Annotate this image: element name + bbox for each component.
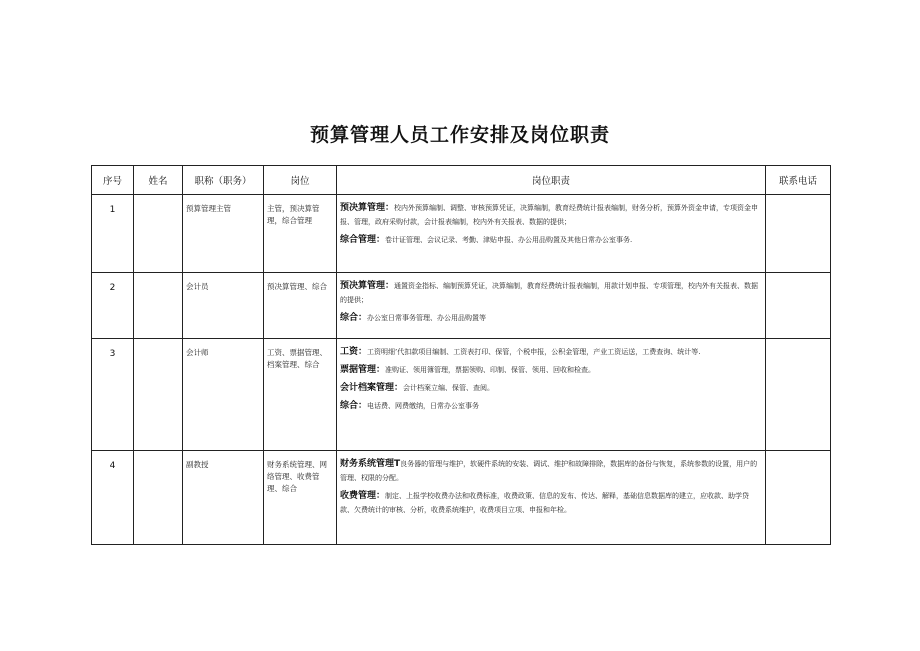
duty-item (340, 311, 761, 325)
duty-label: 财务系统管理T (340, 459, 401, 469)
cell-no: 1 (92, 195, 134, 273)
duty-item (340, 363, 761, 377)
duty-text: 良务器的管理与维护，软硬件系统的安装、调试、维护和故障排除，数据库的备份与恢复，系统参数的设置，用户的管理、权限的分配。 (340, 460, 758, 482)
header-name: 姓名 (134, 166, 183, 195)
cell-name (134, 451, 183, 545)
cell-phone (766, 451, 831, 545)
header-title: 职称（职务） (183, 166, 264, 195)
header-duties: 岗位职责 (337, 166, 766, 195)
duty-label: 会计档案管理： (340, 383, 404, 393)
duty-text: 工资明细’代扣款项目编制、工资表打印、保管，个税申报，公积金管理，产业工资运送，工费查询、统计等. (367, 348, 701, 356)
cell-post: 预决算管理、综合 (264, 273, 337, 339)
table-row (92, 195, 831, 273)
cell-duties (337, 273, 766, 339)
cell-duties (337, 339, 766, 451)
cell-name (134, 339, 183, 451)
duty-text: 办公室日常事务管理、办公用品购置等 (367, 314, 487, 322)
duty-text: 通置资金指标、编制预算凭证，决算编制，教育经费统计报表编制，用款计划申报、专项管理，校内外有关报表、数据的提供； (340, 282, 759, 304)
duty-label: 预决算管理： (340, 281, 395, 291)
cell-title: 会计员 (183, 273, 264, 339)
duty-text: 准购证、领用簿管理，票据领购、印制、保管、领用、回收和检查。 (385, 366, 596, 374)
duty-item (340, 381, 761, 395)
cell-post: 财务系统管理、网络管理、收费管理、综合 (264, 451, 337, 545)
duty-item (340, 489, 761, 517)
cell-name (134, 273, 183, 339)
header-phone: 联系电话 (766, 166, 831, 195)
duty-table (91, 165, 831, 545)
cell-title: 会计师 (183, 339, 264, 451)
cell-title: 副教授 (183, 451, 264, 545)
duty-label: 综合： (340, 401, 368, 411)
table-row (92, 273, 831, 339)
duty-text: 会计档案立编、保管、查阅。 (403, 384, 495, 392)
cell-no: 3 (92, 339, 134, 451)
duty-item (340, 457, 761, 485)
duty-item (340, 279, 761, 307)
cell-post: 主管，预决算管理，综合管理 (264, 195, 337, 273)
duty-text: 校内外预算编制、调整、审核预算凭证，决算编制，教育经费统计报表编制，财务分析，预算外资金申请，专项资金申报、管理，政府采购付款，会计报表编制，校内外有关报表、数据的提供； (340, 204, 759, 226)
header-no: 序号 (92, 166, 134, 195)
duty-item (340, 399, 761, 413)
duty-item (340, 233, 761, 247)
duty-label: 票据管理： (340, 365, 386, 375)
duty-label: 综合： (340, 313, 368, 323)
cell-duties (337, 451, 766, 545)
document-title: 预算管理人员工作安排及岗位职责 (309, 124, 610, 146)
cell-post: 工资、票据管理、档案管理、综合 (264, 339, 337, 451)
cell-phone (766, 339, 831, 451)
duty-label: 收费管理： (340, 491, 386, 501)
duty-label: 工资： (340, 347, 368, 357)
cell-title: 预算管理主管 (183, 195, 264, 273)
cell-no: 2 (92, 273, 134, 339)
cell-name (134, 195, 183, 273)
cell-phone (766, 273, 831, 339)
duty-label: 综合管理： (340, 235, 386, 245)
cell-phone (766, 195, 831, 273)
duty-item (340, 201, 761, 229)
table-row (92, 339, 831, 451)
duty-text: 电话费、网费缴纳，日常办公室事务 (367, 402, 480, 410)
cell-duties (337, 195, 766, 273)
cell-no: 4 (92, 451, 134, 545)
duty-text: 卷计证管理、会议记录、考勤、津贴申报、办公用品购置及其他日常办公室事务. (385, 236, 633, 244)
duty-label: 预决算管理： (340, 203, 395, 213)
duty-item (340, 345, 761, 359)
table-header-row (92, 166, 831, 195)
header-post: 岗位 (264, 166, 337, 195)
duty-text: 制定、上报学校收费办法和收费标准，收费政策、信息的发布、传达、解释，基础信息数据库的建立，应收款、助学贷款、欠费统计的审核、分析，收费系统维护，收费项目立项、申报和年检。 (340, 492, 750, 514)
table-row (92, 451, 831, 545)
